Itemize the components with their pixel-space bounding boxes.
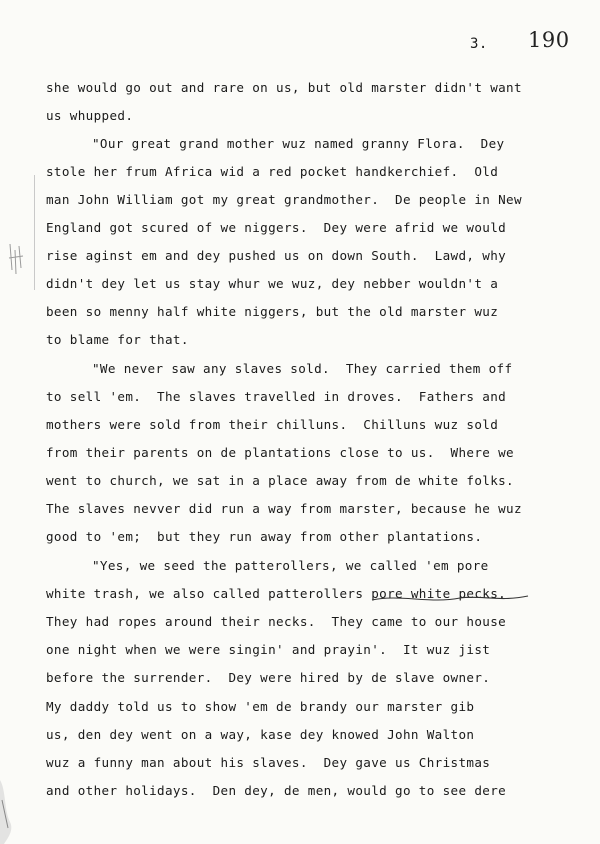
text-line: My daddy told us to show 'em de brandy our marster gib (46, 699, 475, 714)
text-line: from their parents on de plantations close to us. Where we (46, 445, 514, 460)
text-line: us whupped. (46, 108, 134, 123)
text-line: didn't dey let us stay whur we wuz, dey nebber wouldn't a (46, 276, 499, 291)
text-line: good to 'em; but they run away from other plantations. (46, 529, 483, 544)
text-line: The slaves nevver did run a way from marster, because he wuz (46, 501, 522, 516)
text-line: They had ropes around their necks. They came to our house (46, 614, 507, 629)
text-line: and other holidays. Den dey, de men, would go to see dere (46, 783, 507, 798)
text-line: went to church, we sat in a place away from de white folks. (46, 473, 514, 488)
text-line: mothers were sold from their chilluns. Chilluns wuz sold (46, 417, 499, 432)
text-line: rise aginst em and dey pushed us on down South. Lawd, why (46, 248, 507, 263)
text-line: wuz a funny man about his slaves. Dey gave us Christmas (46, 755, 491, 770)
text-line: stole her frum Africa wid a red pocket handkerchief. Old (46, 164, 499, 179)
text-line: man John William got my great grandmother. De people in New (46, 192, 522, 207)
text-line: "Yes, we seed the patterollers, we called 'em pore (92, 558, 489, 573)
text-line: us, den dey went on a way, kase dey knowed John Walton (46, 727, 475, 742)
text-line: one night when we were singin' and prayin'. It wuz jist (46, 642, 491, 657)
text-line: been so menny half white niggers, but the old marster wuz (46, 304, 499, 319)
text-line: to sell 'em. The slaves travelled in droves. Fathers and (46, 389, 507, 404)
text-line: to blame for that. (46, 332, 189, 347)
text-line: England got scured of we niggers. Dey were afrid we would (46, 220, 507, 235)
text-line: white trash, we also called patterollers pore white pecks. (46, 586, 507, 601)
text-line: "We never saw any slaves sold. They carried them off (92, 361, 513, 376)
page-number: 3. (470, 36, 488, 52)
handwritten-underline (370, 592, 530, 606)
text-line: she would go out and rare on us, but old marster didn't want (46, 80, 522, 95)
text-line: "Our great grand mother wuz named granny Flora. Dey (92, 136, 505, 151)
text-line: before the surrender. Dey were hired by de slave owner. (46, 670, 491, 685)
stamp-number: 190 (528, 28, 570, 52)
